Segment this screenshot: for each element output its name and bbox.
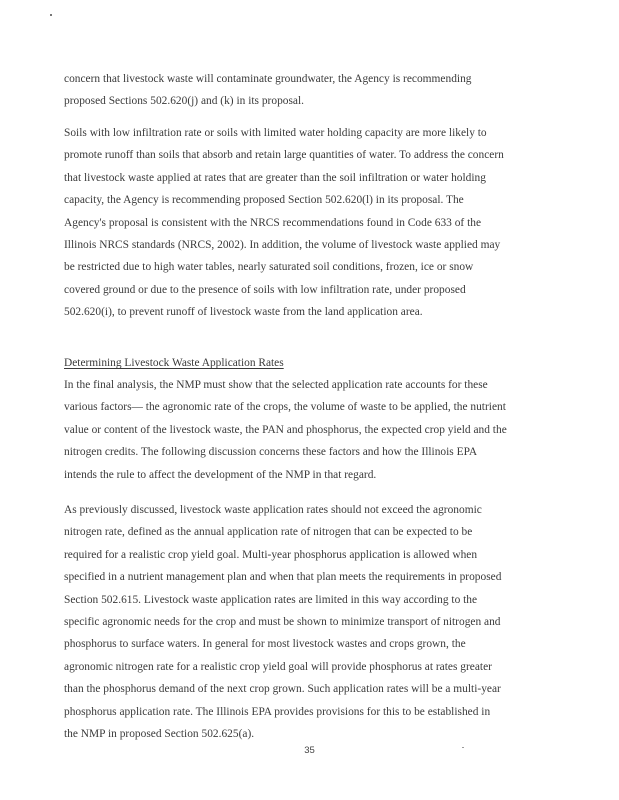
text-line: required for a realistic crop yield goal. Multi-year phosphorus application is allowed when (64, 548, 478, 561)
text-line: Soils with low infiltration rate or soils with limited water holding capacity are more likely to (64, 127, 487, 139)
text-line: phosphorus application rate. The Illinois EPA provides provisions for this to be established in (64, 705, 491, 718)
page-number: 35 (304, 745, 315, 756)
text-line: 502.620(i), to prevent runoff of livestock waste from the land application area. (64, 306, 423, 319)
text-line: capacity, the Agency is recommending proposed Section 502.620(l) in its proposal. The (64, 194, 464, 207)
text-line: than the phosphorus demand of the next crop grown. Such application rates will be a multi-year (64, 683, 501, 696)
text-line: proposed Sections 502.620(j) and (k) in its proposal. (64, 95, 305, 108)
text-line: be restricted due to high water tables, nearly saturated soil conditions, frozen, ice or snow (64, 261, 474, 274)
text-line: As previously discussed, livestock waste application rates should not exceed the agronomic (64, 504, 482, 516)
section-heading: Determining Livestock Waste Application Rates (64, 357, 284, 369)
text-line: concern that livestock waste will contaminate groundwater, the Agency is recommending (64, 73, 472, 85)
scan-artifact-mark (462, 747, 464, 748)
text-line: phosphorus to surface waters. In general for most livestock wastes and crops grown, the (64, 638, 466, 651)
text-line: Illinois NRCS standards (NRCS, 2002). In addition, the volume of livestock waste applied may (64, 239, 501, 252)
text-line: specific agronomic needs for the crop and must be shown to minimize transport of nitrogen and (64, 616, 501, 629)
text-line: nitrogen rate, defined as the annual application rate of nitrogen that can be expected to be (64, 526, 473, 539)
paragraph-application-rates (64, 499, 554, 745)
text-line: Section 502.615. Livestock waste application rates are limited in this way according to the (64, 593, 478, 606)
text-line: promote runoff than soils that absorb and retain large quantities of water. To address the concern (64, 149, 504, 162)
paragraph-groundwater-concern (64, 68, 554, 113)
text-line: nitrogen credits. The following discussion concerns these factors and how the Illinois EPA (64, 446, 478, 459)
paragraph-soil-infiltration (64, 122, 554, 324)
text-line: agronomic nitrogen rate for a realistic crop yield goal will provide phosphorus at rates greater (64, 660, 492, 673)
text-line: In the final analysis, the NMP must show that the selected application rate accounts for these (64, 379, 488, 391)
text-line: specified in a nutrient management plan and when that plan meets the requirements in proposed (64, 571, 502, 584)
text-line: value or content of the livestock waste, the PAN and phosphorus, the expected crop yield and the (64, 423, 507, 436)
text-line: covered ground or due to the presence of soils with low infiltration rate, under proposed (64, 283, 466, 296)
text-line: various factors— the agronomic rate of the crops, the volume of waste to be applied, the nutrient (64, 401, 506, 414)
paragraph-final-analysis (64, 374, 554, 486)
text-line: that livestock waste applied at rates that are greater than the soil infiltration or water holding (64, 171, 486, 184)
text-line: Agency's proposal is consistent with the NRCS recommendations found in Code 633 of the (64, 216, 482, 229)
text-line: intends the rule to affect the development of the NMP in that regard. (64, 468, 377, 481)
scan-artifact-mark (50, 14, 52, 16)
text-line: the NMP in proposed Section 502.625(a). (64, 728, 255, 741)
